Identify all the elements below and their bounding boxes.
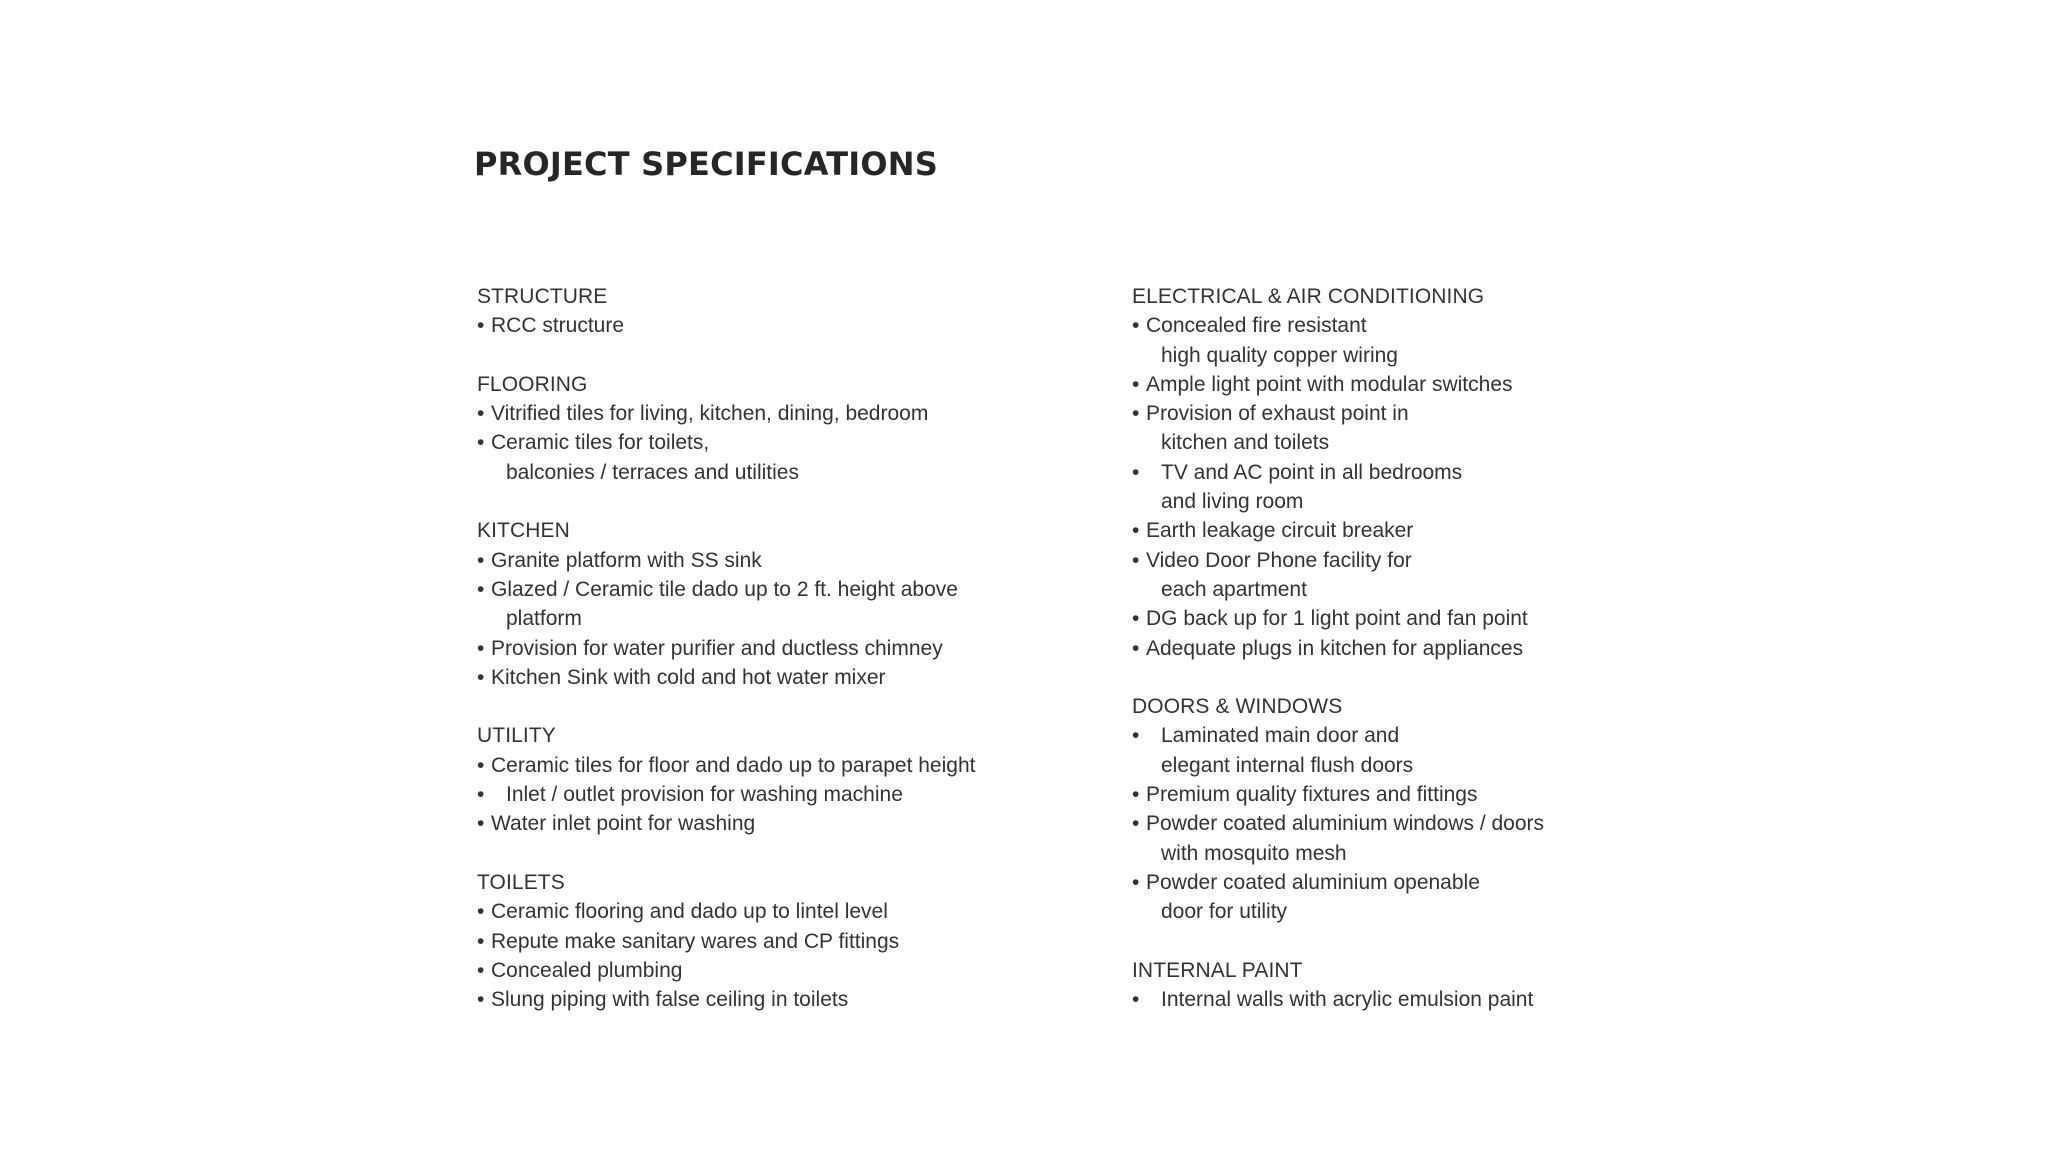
spec-section-flooring	[477, 370, 1037, 487]
section-heading: ELECTRICAL & AIR CONDITIONING	[1132, 285, 1485, 308]
spec-list-item	[477, 897, 1037, 926]
spec-item-text: with mosquito mesh	[1161, 841, 1347, 865]
spec-list-item	[477, 575, 1037, 634]
spec-list-item	[1132, 604, 1692, 633]
spec-list	[1132, 311, 1692, 663]
spec-item-text: • Powder coated aluminium openable	[1146, 870, 1480, 894]
spec-list-item	[477, 311, 1037, 340]
spec-item-text: • DG back up for 1 light point and fan point	[1146, 607, 1528, 631]
spec-item-text: • Ceramic tiles for floor and dado up to parapet height	[491, 753, 976, 777]
spec-item-text: • Concealed fire resistant	[1146, 314, 1367, 338]
right-spec-column	[1132, 282, 1692, 1044]
spec-list-item	[1132, 809, 1692, 868]
spec-list-item	[1132, 721, 1692, 780]
spec-item-text: • Adequate plugs in kitchen for appliances	[1146, 636, 1524, 660]
spec-item-text: • Earth leakage circuit breaker	[1146, 519, 1414, 543]
spec-item-text: • Inlet / outlet provision for washing machine	[506, 783, 903, 807]
spec-list-item	[1132, 634, 1692, 663]
spec-list	[1132, 721, 1692, 926]
section-heading: STRUCTURE	[477, 285, 608, 308]
page-title: PROJECT SPECIFICATIONS	[474, 145, 938, 183]
spec-list-item	[1132, 516, 1692, 545]
spec-list	[477, 751, 1037, 839]
spec-item-text: • Repute make sanitary wares and CP fittings	[491, 929, 900, 953]
spec-list-item	[477, 546, 1037, 575]
spec-section-toilets	[477, 868, 1037, 1014]
spec-item-text: • Provision for water purifier and ductless chimney	[491, 636, 943, 660]
section-heading: TOILETS	[477, 870, 565, 894]
spec-list	[477, 399, 1037, 487]
spec-list-item	[477, 751, 1037, 780]
spec-item-text: and living room	[1161, 490, 1304, 514]
spec-list-item	[477, 927, 1037, 956]
spec-list-item	[477, 428, 1037, 487]
spec-section-structure	[477, 282, 1037, 341]
spec-item-text: kitchen and toilets	[1161, 431, 1330, 455]
spec-item-text: • Kitchen Sink with cold and hot water mixer	[491, 665, 886, 689]
spec-item-text: • Vitrified tiles for living, kitchen, dining, bedroom	[491, 402, 929, 426]
section-heading: INTERNAL PAINT	[1132, 958, 1303, 982]
spec-item-text: • Video Door Phone facility for	[1146, 548, 1412, 572]
spec-item-text: • Water inlet point for washing	[491, 812, 756, 836]
section-heading: DOORS & WINDOWS	[1132, 695, 1343, 719]
spec-list-item	[477, 399, 1037, 428]
spec-item-text: • Slung piping with false ceiling in toilets	[491, 988, 849, 1012]
spec-list-item	[477, 956, 1037, 985]
spec-list-item	[477, 780, 1037, 809]
spec-list-item	[1132, 868, 1692, 927]
spec-list-item	[1132, 985, 1692, 1014]
spec-list	[1132, 985, 1692, 1014]
section-heading: KITCHEN	[477, 519, 570, 543]
spec-item-text: high quality copper wiring	[1161, 343, 1398, 367]
spec-list	[477, 311, 1037, 340]
section-heading: UTILITY	[477, 724, 556, 748]
spec-list-item	[1132, 370, 1692, 399]
spec-item-text: • Powder coated aluminium windows / doors	[1146, 812, 1545, 836]
spec-list-item	[477, 809, 1037, 838]
spec-item-text: • Concealed plumbing	[491, 958, 683, 982]
spec-item-text: • RCC structure	[491, 314, 625, 338]
spec-item-text: • Glazed / Ceramic tile dado up to 2 ft. height above	[491, 577, 958, 601]
spec-item-text: • Provision of exhaust point in	[1146, 402, 1409, 426]
spec-list-item	[1132, 546, 1692, 605]
spec-section-utility	[477, 721, 1037, 838]
spec-item-text: balconies / terraces and utilities	[506, 460, 799, 484]
spec-list-item	[477, 985, 1037, 1014]
spec-list	[477, 897, 1037, 1014]
spec-item-text: door for utility	[1161, 900, 1288, 924]
spec-list-item	[1132, 311, 1692, 370]
spec-item-text: • TV and AC point in all bedrooms	[1161, 460, 1463, 484]
spec-section-electrical-and-air-conditioning	[1132, 282, 1692, 663]
spec-section-doors-and-windows	[1132, 692, 1692, 926]
spec-list-item	[477, 634, 1037, 663]
spec-item-text: • Ample light point with modular switches	[1146, 372, 1513, 396]
left-spec-column	[477, 282, 1037, 1044]
spec-item-text: each apartment	[1161, 577, 1307, 601]
spec-item-text: elegant internal flush doors	[1161, 753, 1414, 777]
spec-list-item	[477, 663, 1037, 692]
spec-list-item	[1132, 399, 1692, 458]
spec-item-text: • Laminated main door and	[1161, 724, 1400, 748]
spec-list-item	[1132, 458, 1692, 517]
spec-section-kitchen	[477, 516, 1037, 692]
spec-item-text: platform	[506, 607, 582, 631]
spec-item-text: • Internal walls with acrylic emulsion paint	[1161, 988, 1534, 1012]
spec-item-text: • Ceramic tiles for toilets,	[491, 431, 710, 455]
spec-item-text: • Premium quality fixtures and fittings	[1146, 783, 1478, 807]
spec-list	[477, 546, 1037, 692]
spec-list-item	[1132, 780, 1692, 809]
section-heading: FLOORING	[477, 372, 588, 396]
spec-section-internal-paint	[1132, 956, 1692, 1015]
spec-item-text: • Granite platform with SS sink	[491, 548, 762, 572]
spec-item-text: • Ceramic flooring and dado up to lintel level	[491, 900, 888, 924]
